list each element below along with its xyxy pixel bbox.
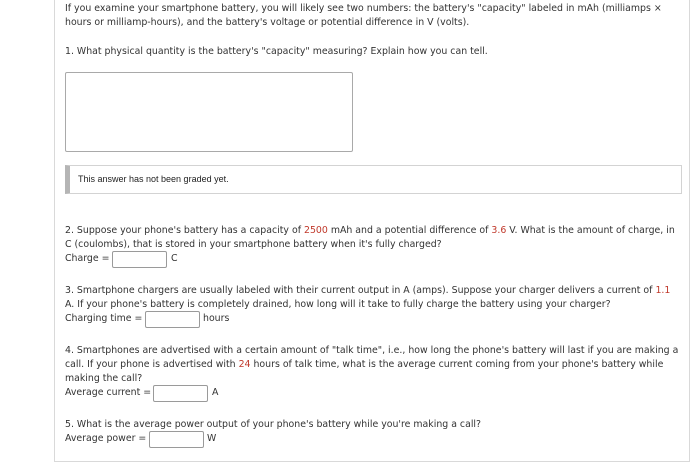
charging-time-input[interactable] (145, 311, 200, 328)
charge-label: Charge = (65, 253, 110, 264)
q4-prompt-line-2 (65, 358, 663, 372)
q1-prompt: 1. What physical quantity is the battery's "capacity" measuring? Explain how you can tell. (65, 46, 488, 57)
q4-talk-time-value: 24 (238, 359, 251, 370)
q3-prompt-line-2: A. If your phone's battery is completely drained, how long will it take to fully charge the battery using your charger? (65, 299, 611, 310)
charging-time-label: Charging time = (65, 313, 143, 324)
q3-current-value: 1.1 (655, 285, 671, 296)
charging-time-unit: hours (203, 313, 230, 324)
q4-text-a: call. If your phone is advertised with (65, 359, 239, 370)
q2-text-c: V. What is the amount of charge, in (506, 225, 675, 236)
q3-prompt-line-1 (65, 284, 670, 298)
q2-capacity-value: 2500 (303, 225, 328, 236)
average-current-unit: A (212, 387, 219, 398)
average-current-input[interactable] (153, 385, 208, 402)
average-power-unit: W (207, 433, 217, 444)
q2-prompt-line-2: C (coulombs), that is stored in your smartphone battery when it's fully charged? (65, 239, 442, 250)
intro-line-1: If you examine your smartphone battery, you will likely see two numbers: the battery's "capacity" labeled in mAh (milliamps × (65, 3, 662, 14)
q2-voltage-value: 3.6 (491, 225, 507, 236)
q2-text-b: mAh and a potential difference of (327, 225, 492, 236)
charge-unit: C (171, 253, 178, 264)
charge-input[interactable] (112, 251, 167, 268)
q2-prompt-line-1 (65, 224, 675, 238)
q5-prompt: 5. What is the average power output of your phone's battery while you're making a call? (65, 419, 482, 430)
average-power-input[interactable] (149, 431, 204, 448)
q3-text-a: 3. Smartphone chargers are usually labeled with their current output in A (amps). Suppose your charger delivers a current of (65, 285, 656, 296)
q4-text-b: hours of talk time, what is the average current coming from your phone's battery while (250, 359, 664, 370)
q4-prompt-line-3: making the call? (65, 373, 143, 384)
q1-answer-textarea[interactable] (65, 72, 353, 152)
q4-prompt-line-1: 4. Smartphones are advertised with a certain amount of "talk time", i.e., how long the phone's battery will last if you are making a (65, 345, 679, 356)
grade-status-panel (65, 165, 682, 194)
intro-line-2: hours or milliamp-hours), and the battery's voltage or potential difference in V (volts). (65, 17, 470, 28)
average-power-label: Average power = (65, 433, 147, 444)
average-current-label: Average current = (65, 387, 152, 398)
q2-text-a: 2. Suppose your phone's battery has a capacity of (65, 225, 304, 236)
grade-status-text: This answer has not been graded yet. (78, 174, 229, 184)
